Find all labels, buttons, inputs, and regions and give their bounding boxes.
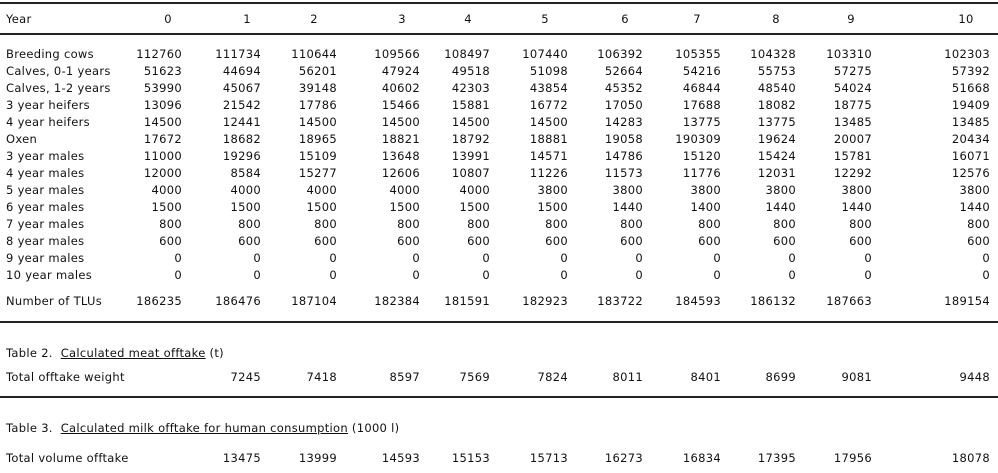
row-value: 18881	[529, 132, 568, 146]
row-value: 57392	[951, 64, 990, 78]
row-label: 4 year males	[6, 166, 85, 180]
row-value: 18792	[451, 132, 490, 146]
table3-prefix: Table 3.	[6, 421, 53, 435]
row-value: 800	[545, 217, 568, 231]
row-value: 108497	[444, 47, 490, 61]
row-value: 12606	[381, 166, 420, 180]
year-header-cell: 1	[243, 12, 251, 26]
row-value: 16834	[682, 451, 721, 465]
row-value: 18821	[381, 132, 420, 146]
table-row	[0, 235, 998, 247]
row-value: 0	[635, 251, 643, 265]
row-value: 55753	[757, 64, 796, 78]
year-header-cell: 7	[693, 12, 701, 26]
row-value: 0	[982, 251, 990, 265]
row-value: 186476	[215, 294, 261, 308]
row-value: 3800	[765, 183, 796, 197]
row-value: 15277	[298, 166, 337, 180]
row-value: 0	[560, 251, 568, 265]
row-value: 20434	[951, 132, 990, 146]
row-label: 5 year males	[6, 183, 85, 197]
row-value: 9448	[959, 370, 990, 384]
year-header-cell: 4	[464, 12, 472, 26]
row-value: 15466	[381, 98, 420, 112]
row-value: 44694	[222, 64, 261, 78]
row-value: 11226	[529, 166, 568, 180]
row-value: 0	[864, 268, 872, 282]
row-value: 13775	[757, 115, 796, 129]
row-value: 112760	[136, 47, 182, 61]
row-value: 15109	[298, 149, 337, 163]
row-value: 56201	[298, 64, 337, 78]
row-value: 1500	[306, 200, 337, 214]
row-value: 0	[713, 268, 721, 282]
year-header-cell: 5	[541, 12, 549, 26]
row-value: 600	[773, 234, 796, 248]
row-value: 39148	[298, 81, 337, 95]
row-value: 600	[967, 234, 990, 248]
row-value: 800	[238, 217, 261, 231]
row-value: 800	[849, 217, 872, 231]
row-value: 17672	[143, 132, 182, 146]
table1-header	[0, 12, 998, 28]
row-value: 1440	[612, 200, 643, 214]
row-label: Number of TLUs	[6, 294, 103, 308]
row-value: 21542	[222, 98, 261, 112]
row-value: 1500	[537, 200, 568, 214]
table2-caption	[6, 346, 224, 360]
row-value: 1500	[151, 200, 182, 214]
table1-bottom-rule	[0, 321, 998, 323]
row-value: 54216	[682, 64, 721, 78]
row-value: 10807	[451, 166, 490, 180]
row-value: 53990	[143, 81, 182, 95]
row-value: 182384	[374, 294, 420, 308]
row-value: 48540	[757, 81, 796, 95]
row-label: 4 year heifers	[6, 115, 90, 129]
row-value: 51098	[529, 64, 568, 78]
row-value: 11776	[682, 166, 721, 180]
row-value: 14500	[298, 115, 337, 129]
row-value: 0	[560, 268, 568, 282]
row-label: 8 year males	[6, 234, 85, 248]
row-value: 17956	[833, 451, 872, 465]
row-value: 13485	[833, 115, 872, 129]
row-value: 15424	[757, 149, 796, 163]
row-value: 13648	[381, 149, 420, 163]
row-value: 14786	[604, 149, 643, 163]
table2-suffix: (t)	[209, 346, 224, 360]
header-rule	[0, 33, 998, 35]
row-value: 12031	[757, 166, 796, 180]
row-value: 15153	[451, 451, 490, 465]
row-value: 800	[314, 217, 337, 231]
row-value: 13775	[682, 115, 721, 129]
table-row	[0, 116, 998, 128]
row-value: 15881	[451, 98, 490, 112]
row-value: 0	[329, 251, 337, 265]
row-value: 0	[864, 251, 872, 265]
row-value: 13475	[222, 451, 261, 465]
row-value: 1500	[459, 200, 490, 214]
row-value: 600	[314, 234, 337, 248]
row-value: 57275	[833, 64, 872, 78]
row-value: 111734	[215, 47, 261, 61]
row-label: 3 year males	[6, 149, 85, 163]
row-value: 0	[482, 251, 490, 265]
row-value: 8597	[389, 370, 420, 384]
row-value: 0	[412, 268, 420, 282]
row-value: 18965	[298, 132, 337, 146]
row-value: 45067	[222, 81, 261, 95]
row-value: 190309	[675, 132, 721, 146]
row-value: 600	[467, 234, 490, 248]
row-value: 0	[253, 251, 261, 265]
year-header-cell: 2	[310, 12, 318, 26]
table-row	[0, 65, 998, 77]
row-value: 45352	[604, 81, 643, 95]
row-value: 14571	[529, 149, 568, 163]
year-header-cell: 0	[164, 12, 172, 26]
row-value: 186132	[750, 294, 796, 308]
year-header-cell: 6	[621, 12, 629, 26]
row-value: 13991	[451, 149, 490, 163]
row-value: 189154	[944, 294, 990, 308]
row-value: 187663	[826, 294, 872, 308]
row-value: 13999	[298, 451, 337, 465]
row-value: 600	[397, 234, 420, 248]
row-value: 19624	[757, 132, 796, 146]
row-label: Total volume offtake	[6, 451, 129, 465]
row-label: Breeding cows	[6, 47, 94, 61]
row-label: Calves, 0-1 years	[6, 64, 111, 78]
row-value: 0	[253, 268, 261, 282]
row-value: 0	[982, 268, 990, 282]
row-value: 8699	[765, 370, 796, 384]
row-value: 105355	[675, 47, 721, 61]
year-header-label: Year	[6, 12, 32, 26]
table-row	[0, 269, 998, 281]
table2-title: Calculated meat offtake	[60, 346, 206, 360]
row-label: 6 year males	[6, 200, 85, 214]
row-value: 1440	[841, 200, 872, 214]
year-header-cell: 10	[958, 12, 974, 26]
row-value: 15120	[682, 149, 721, 163]
row-value: 184593	[675, 294, 721, 308]
row-value: 43854	[529, 81, 568, 95]
row-value: 7245	[230, 370, 261, 384]
row-value: 7824	[537, 370, 568, 384]
row-value: 18078	[951, 451, 990, 465]
row-value: 4000	[459, 183, 490, 197]
row-value: 186235	[136, 294, 182, 308]
table-row	[0, 295, 998, 307]
row-value: 3800	[959, 183, 990, 197]
row-value: 3800	[690, 183, 721, 197]
row-value: 800	[467, 217, 490, 231]
row-value: 0	[713, 251, 721, 265]
table-row	[0, 133, 998, 145]
row-value: 14500	[529, 115, 568, 129]
row-value: 600	[238, 234, 261, 248]
row-value: 4000	[151, 183, 182, 197]
row-value: 800	[620, 217, 643, 231]
row-value: 51623	[143, 64, 182, 78]
row-value: 19058	[604, 132, 643, 146]
row-value: 7569	[459, 370, 490, 384]
row-value: 0	[412, 251, 420, 265]
row-value: 110644	[291, 47, 337, 61]
row-label: 3 year heifers	[6, 98, 90, 112]
table-row	[0, 452, 998, 464]
table3-title: Calculated milk offtake for human consumption	[60, 421, 348, 435]
table3-suffix: (1000 l)	[351, 421, 400, 435]
row-value: 46844	[682, 81, 721, 95]
row-value: 17786	[298, 98, 337, 112]
row-value: 1400	[690, 200, 721, 214]
row-value: 14593	[381, 451, 420, 465]
row-value: 800	[698, 217, 721, 231]
row-value: 0	[635, 268, 643, 282]
row-value: 800	[773, 217, 796, 231]
table-row	[0, 167, 998, 179]
row-value: 16772	[529, 98, 568, 112]
row-value: 181591	[444, 294, 490, 308]
row-value: 104328	[750, 47, 796, 61]
row-value: 600	[159, 234, 182, 248]
row-value: 600	[849, 234, 872, 248]
row-value: 16071	[951, 149, 990, 163]
row-value: 0	[788, 251, 796, 265]
row-value: 19296	[222, 149, 261, 163]
row-value: 51668	[951, 81, 990, 95]
row-value: 8584	[230, 166, 261, 180]
row-value: 0	[329, 268, 337, 282]
row-value: 14500	[381, 115, 420, 129]
row-value: 600	[620, 234, 643, 248]
row-value: 13485	[951, 115, 990, 129]
row-value: 49518	[451, 64, 490, 78]
row-value: 103310	[826, 47, 872, 61]
row-value: 17688	[682, 98, 721, 112]
row-value: 18682	[222, 132, 261, 146]
row-value: 183722	[597, 294, 643, 308]
row-label: 9 year males	[6, 251, 85, 265]
table2-prefix: Table 2.	[6, 346, 53, 360]
row-value: 14500	[451, 115, 490, 129]
row-value: 18082	[757, 98, 796, 112]
row-value: 15781	[833, 149, 872, 163]
row-value: 0	[174, 251, 182, 265]
row-value: 4000	[306, 183, 337, 197]
row-value: 12292	[833, 166, 872, 180]
row-value: 8401	[690, 370, 721, 384]
table-row	[0, 184, 998, 196]
row-value: 15713	[529, 451, 568, 465]
row-value: 17395	[757, 451, 796, 465]
row-value: 1500	[230, 200, 261, 214]
row-value: 107440	[522, 47, 568, 61]
top-rule	[0, 2, 998, 4]
row-value: 0	[174, 268, 182, 282]
table-row	[0, 99, 998, 111]
row-value: 109566	[374, 47, 420, 61]
table-row	[0, 252, 998, 264]
row-label: Calves, 1-2 years	[6, 81, 111, 95]
row-value: 9081	[841, 370, 872, 384]
row-value: 16273	[604, 451, 643, 465]
row-label: 7 year males	[6, 217, 85, 231]
table3-caption	[6, 421, 399, 435]
table-row	[0, 150, 998, 162]
row-value: 14500	[143, 115, 182, 129]
year-header-cell: 8	[772, 12, 780, 26]
row-value: 14283	[604, 115, 643, 129]
row-value: 4000	[389, 183, 420, 197]
row-value: 7418	[306, 370, 337, 384]
row-value: 8011	[612, 370, 643, 384]
row-value: 4000	[230, 183, 261, 197]
year-header-cell: 3	[398, 12, 406, 26]
row-label: Oxen	[6, 132, 38, 146]
row-value: 54024	[833, 81, 872, 95]
row-value: 42303	[451, 81, 490, 95]
row-value: 17050	[604, 98, 643, 112]
table-row	[0, 82, 998, 94]
row-value: 1440	[765, 200, 796, 214]
row-label: Total offtake weight	[6, 370, 125, 384]
row-value: 600	[698, 234, 721, 248]
row-value: 3800	[841, 183, 872, 197]
row-value: 102303	[944, 47, 990, 61]
table-row	[0, 201, 998, 213]
row-value: 40602	[381, 81, 420, 95]
row-value: 11000	[143, 149, 182, 163]
row-value: 1500	[389, 200, 420, 214]
row-value: 106392	[597, 47, 643, 61]
row-value: 52664	[604, 64, 643, 78]
table2-bottom-rule	[0, 396, 998, 398]
row-value: 13096	[143, 98, 182, 112]
row-value: 47924	[381, 64, 420, 78]
row-value: 12441	[222, 115, 261, 129]
row-value: 800	[159, 217, 182, 231]
row-value: 12576	[951, 166, 990, 180]
row-value: 0	[788, 268, 796, 282]
table-row	[0, 218, 998, 230]
row-value: 20007	[833, 132, 872, 146]
row-value: 800	[967, 217, 990, 231]
row-value: 19409	[951, 98, 990, 112]
row-value: 182923	[522, 294, 568, 308]
row-value: 600	[545, 234, 568, 248]
table-row	[0, 371, 998, 383]
row-value: 0	[482, 268, 490, 282]
row-value: 1440	[959, 200, 990, 214]
row-value: 12000	[143, 166, 182, 180]
row-value: 187104	[291, 294, 337, 308]
row-value: 800	[397, 217, 420, 231]
row-value: 11573	[604, 166, 643, 180]
table-row	[0, 48, 998, 60]
row-value: 3800	[537, 183, 568, 197]
row-label: 10 year males	[6, 268, 93, 282]
row-value: 18775	[833, 98, 872, 112]
row-value: 3800	[612, 183, 643, 197]
year-header-cell: 9	[847, 12, 855, 26]
